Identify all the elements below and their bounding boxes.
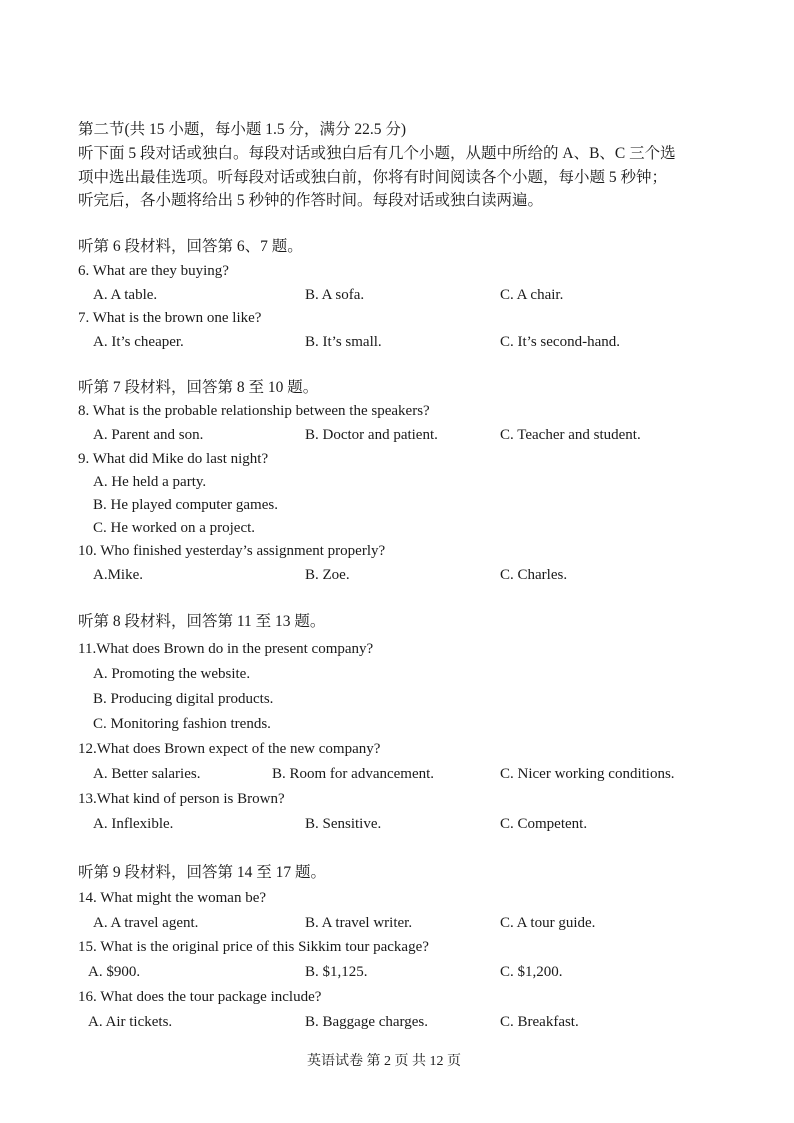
option-13b: B. Sensitive. (305, 816, 382, 832)
option-16c: C. Breakfast. (500, 1014, 579, 1030)
option-6c: C. A chair. (500, 287, 564, 303)
option-11c: C. Monitoring fashion trends. (93, 716, 271, 732)
option-13a: A. Inflexible. (93, 816, 174, 832)
option-13c: C. Competent. (500, 816, 588, 832)
group-heading-8: 听第 8 段材料，回答第 11 至 13 题。 (78, 613, 326, 630)
question-stem-11: 11.What does Brown do in the present company? (78, 641, 374, 657)
option-16b: B. Baggage charges. (305, 1014, 429, 1030)
option-15a: A. $900. (88, 964, 141, 980)
question-stem-8: 8. What is the probable relationship between the speakers? (78, 403, 430, 419)
option-12a: A. Better salaries. (93, 766, 201, 782)
option-9c: C. He worked on a project. (93, 520, 256, 536)
question-stem-6: 6. What are they buying? (78, 263, 229, 279)
option-8a: A. Parent and son. (93, 427, 204, 443)
group-heading-9: 听第 9 段材料，回答第 14 至 17 题。 (78, 864, 327, 881)
option-11b: B. Producing digital products. (93, 691, 274, 707)
option-7a: A. It’s cheaper. (93, 334, 184, 350)
option-11a: A. Promoting the website. (93, 666, 251, 682)
option-10a: A.Mike. (93, 567, 143, 583)
instruction-line-3: 听完后，各小题将给出 5 秒钟的作答时间。每段对话或独白读两遍。 (78, 192, 544, 209)
question-stem-15: 15. What is the original price of this Sikkim tour package? (78, 939, 429, 955)
option-15b: B. $1,125. (305, 964, 368, 980)
option-7b: B. It’s small. (305, 334, 382, 350)
option-10b: B. Zoe. (305, 567, 350, 583)
page-footer: 英语试卷 第 2 页 共 12 页 (307, 1054, 461, 1069)
option-16a: A. Air tickets. (88, 1014, 173, 1030)
option-7c: C. It’s second-hand. (500, 334, 620, 350)
option-14a: A. A travel agent. (93, 915, 199, 931)
option-9a: A. He held a party. (93, 474, 207, 490)
instruction-line-1: 听下面 5 段对话或独白。每段对话或独白后有几个小题，从题中所给的 A、B、C 三个选 (78, 145, 676, 162)
question-stem-13: 13.What kind of person is Brown? (78, 791, 285, 807)
option-12b: B. Room for advancement. (272, 766, 435, 782)
group-heading-7: 听第 7 段材料，回答第 8 至 10 题。 (78, 379, 319, 396)
question-stem-14: 14. What might the woman be? (78, 890, 267, 906)
question-stem-16: 16. What does the tour package include? (78, 989, 322, 1005)
option-9b: B. He played computer games. (93, 497, 278, 513)
option-8b: B. Doctor and patient. (305, 427, 438, 443)
question-stem-7: 7. What is the brown one like? (78, 310, 262, 326)
option-14c: C. A tour guide. (500, 915, 596, 931)
option-8c: C. Teacher and student. (500, 427, 641, 443)
option-10c: C. Charles. (500, 567, 568, 583)
option-12c: C. Nicer working conditions. (500, 766, 675, 782)
option-6a: A. A table. (93, 287, 158, 303)
section-title: 第二节(共 15 小题，每小题 1.5 分，满分 22.5 分) (78, 121, 407, 138)
question-stem-12: 12.What does Brown expect of the new company? (78, 741, 381, 757)
instruction-line-2: 项中选出最佳选项。听每段对话或独白前，你将有时间阅读各个小题，每小题 5 秒钟； (78, 169, 668, 186)
option-14b: B. A travel writer. (305, 915, 413, 931)
question-stem-10: 10. Who finished yesterday’s assignment properly? (78, 543, 386, 559)
option-15c: C. $1,200. (500, 964, 563, 980)
option-6b: B. A sofa. (305, 287, 365, 303)
question-stem-9: 9. What did Mike do last night? (78, 451, 269, 467)
group-heading-6: 听第 6 段材料，回答第 6、7 题。 (78, 238, 303, 255)
